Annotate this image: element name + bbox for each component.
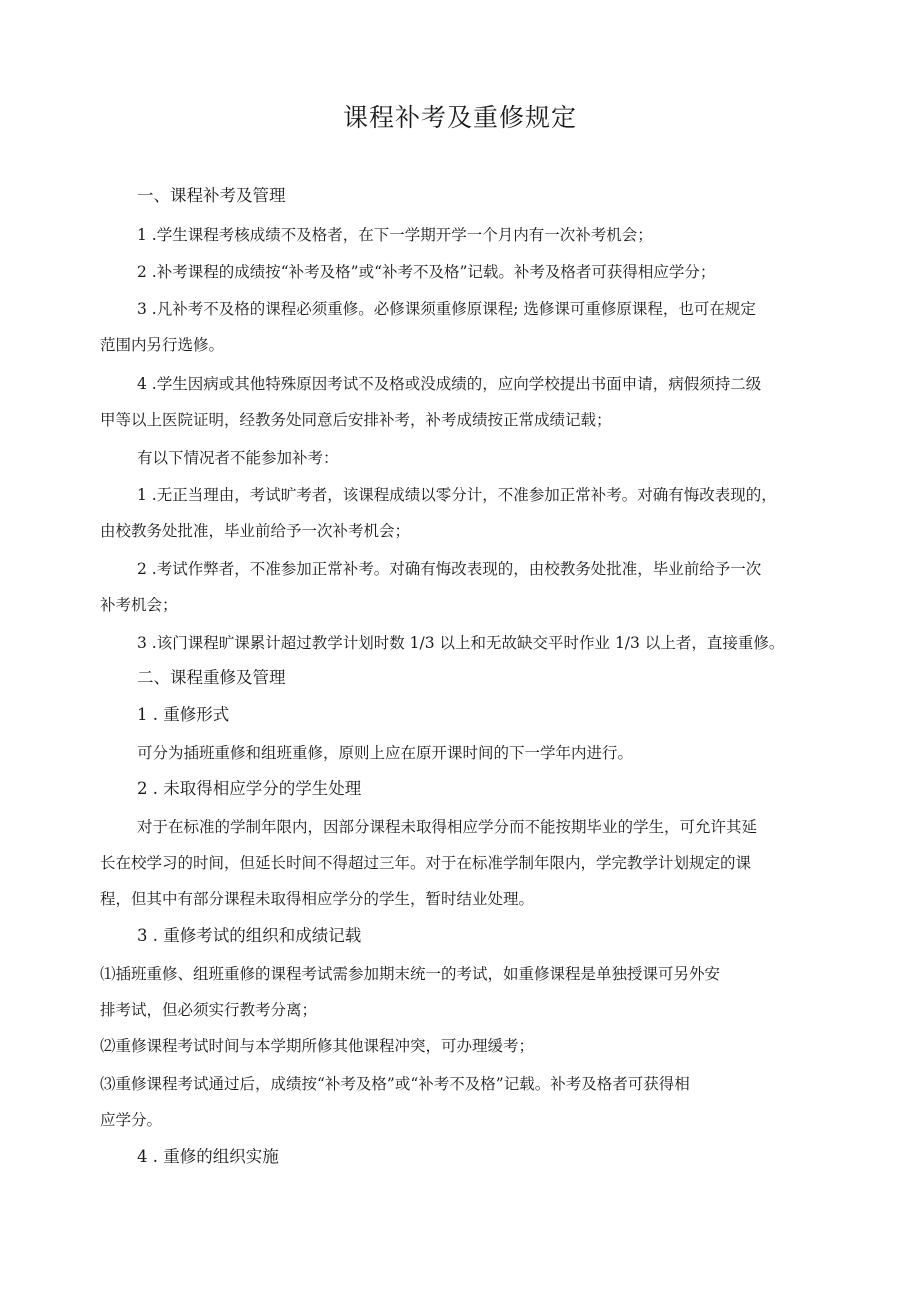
paragraph-line: 补考机会； bbox=[100, 596, 178, 614]
paragraph-line: 可分为插班重修和组班重修，原则上应在原开课时间的下一学年内进行。 bbox=[137, 744, 634, 762]
paragraph-line: ⑵重修课程考试时间与本学期所修其他课程冲突，可办理缓考； bbox=[100, 1037, 535, 1055]
paragraph-line: 3 .该门课程旷课累计超过教学计划时数 1/3 以上和无故缺交平时作业 1/3 以上者，直接重修。 bbox=[137, 634, 785, 652]
paragraph-line: 有以下情况者不能参加补考： bbox=[137, 449, 339, 467]
paragraph-line: 4 .学生因病或其他特殊原因考试不及格或没成绩的，应向学校提出书面申请，病假须持二级 bbox=[137, 375, 762, 393]
paragraph-line: 由校教务处批准，毕业前给予一次补考机会； bbox=[100, 522, 411, 540]
document-title: 课程补考及重修规定 bbox=[342, 103, 577, 132]
subsection-heading: 2 . 未取得相应学分的学生处理 bbox=[137, 779, 362, 798]
paragraph-line: 程，但其中有部分课程未取得相应学分的学生，暂时结业处理。 bbox=[100, 890, 535, 908]
paragraph-line: 对于在标准的学制年限内，因部分课程未取得相应学分而不能按期毕业的学生，可允许其延 bbox=[137, 818, 758, 836]
paragraph-line: ⑴插班重修、组班重修的课程考试需参加期末统一的考试，如重修课程是单独授课可另外安 bbox=[100, 965, 721, 983]
paragraph-line: 长在校学习的时间，但延长时间不得超过三年。对于在标准学制年限内，学完教学计划规定的课 bbox=[100, 854, 752, 872]
section-heading: 二、课程重修及管理 bbox=[137, 668, 286, 687]
paragraph-line: 3 .凡补考不及格的课程必须重修。必修课须重修原课程; 选修课可重修原课程，也可在规定 bbox=[137, 300, 756, 318]
paragraph-line: 应学分。 bbox=[100, 1111, 163, 1129]
paragraph-line: 1 .无正当理由，考试旷考者，该课程成绩以零分计，不准参加正常补考。对确有悔改表现的， bbox=[137, 486, 777, 504]
paragraph-line: ⑶重修课程考试通过后，成绩按“补考及格”或“补考不及格”记载。补考及格者可获得相 bbox=[100, 1075, 690, 1093]
paragraph-line: 2 .考试作弊者，不准参加正常补考。对确有悔改表现的，由校教务处批准，毕业前给予一次 bbox=[137, 560, 762, 578]
subsection-heading: 3 . 重修考试的组织和成绩记载 bbox=[137, 926, 362, 945]
paragraph-line: 2 .补考课程的成绩按“补考及格”或“补考不及格”记载。补考及格者可获得相应学分； bbox=[137, 263, 716, 281]
section-heading: 一、课程补考及管理 bbox=[137, 186, 286, 205]
subsection-heading: 1 . 重修形式 bbox=[137, 705, 230, 724]
subsection-heading: 4 . 重修的组织实施 bbox=[137, 1147, 279, 1166]
paragraph-line: 甲等以上医院证明，经教务处同意后安排补考，补考成绩按正常成绩记载； bbox=[100, 411, 612, 429]
paragraph-line: 1 .学生课程考核成绩不及格者，在下一学期开学一个月内有一次补考机会； bbox=[137, 226, 653, 244]
paragraph-line: 范围内另行选修。 bbox=[100, 336, 225, 354]
paragraph-line: 排考试，但必须实行教考分离； bbox=[100, 1001, 318, 1019]
